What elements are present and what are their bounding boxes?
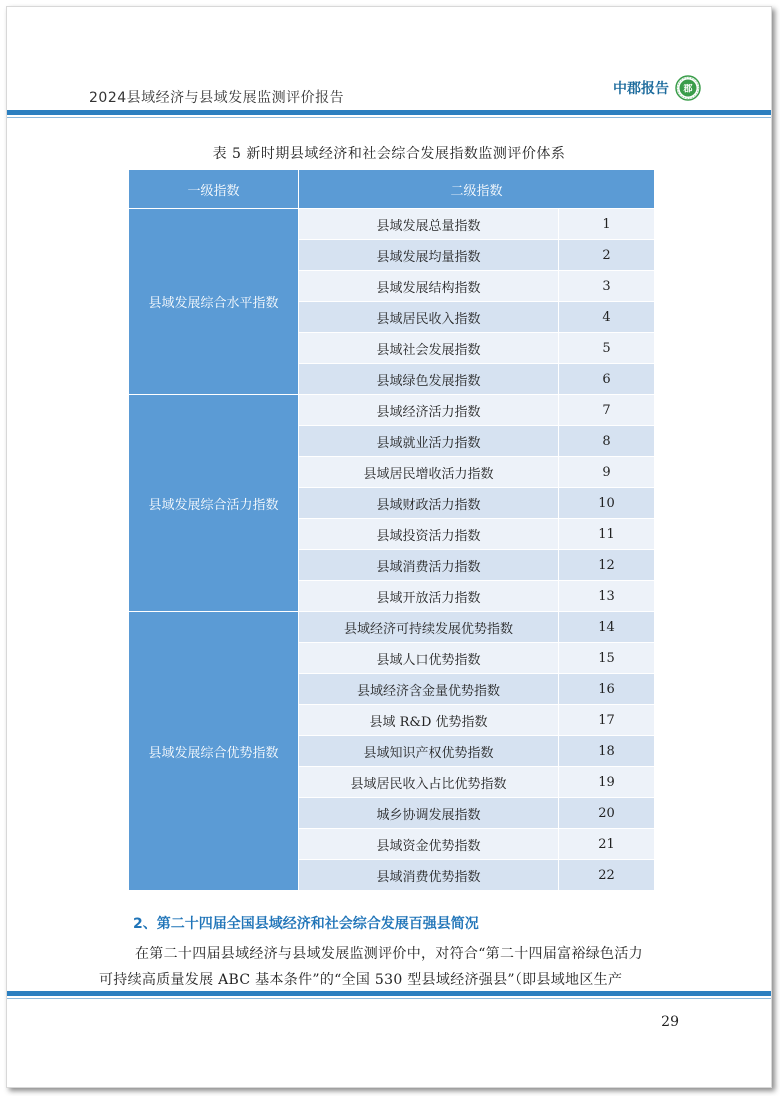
section-heading: 2、第二十四届全国县域经济和社会综合发展百强县简况 (133, 916, 479, 932)
report-title: 2024县域经济与县域发展监测评价报告 (89, 90, 345, 106)
level1-index-cell: 县域发展综合水平指数 (129, 209, 299, 395)
level2-index-number: 15 (559, 643, 655, 674)
level2-index-name: 县域发展均量指数 (299, 240, 559, 271)
level2-index-name: 县域投资活力指数 (299, 519, 559, 550)
table-row (129, 209, 655, 240)
level2-index-name: 县域就业活力指数 (299, 426, 559, 457)
brand-seal-mark: 郡 (683, 84, 693, 95)
brand-name: 中郡报告 (613, 81, 669, 97)
brand-seal-icon (675, 75, 701, 101)
brand-logo (613, 75, 701, 101)
level2-index-name: 县域经济含金量优势指数 (299, 674, 559, 705)
index-system-table (128, 169, 655, 891)
level2-index-number: 21 (559, 829, 655, 860)
level2-index-name: 县域经济可持续发展优势指数 (299, 612, 559, 643)
level2-index-name: 县域经济活力指数 (299, 395, 559, 426)
level2-index-number: 9 (559, 457, 655, 488)
level2-index-name: 县域消费优势指数 (299, 860, 559, 891)
table-caption: 表 5 新时期县域经济和社会综合发展指数监测评价体系 (212, 146, 566, 162)
level2-index-number: 14 (559, 612, 655, 643)
level2-index-name: 县域资金优势指数 (299, 829, 559, 860)
level2-index-number: 12 (559, 550, 655, 581)
level1-index-cell: 县域发展综合活力指数 (129, 395, 299, 612)
level2-index-number: 22 (559, 860, 655, 891)
level2-index-name: 县域开放活力指数 (299, 581, 559, 612)
level2-index-name: 城乡协调发展指数 (299, 798, 559, 829)
level2-index-name: 县域知识产权优势指数 (299, 736, 559, 767)
level2-index-name: 县域发展总量指数 (299, 209, 559, 240)
table-row (129, 612, 655, 643)
level2-index-number: 7 (559, 395, 655, 426)
table-body (129, 209, 655, 891)
header-level2: 二级指数 (299, 170, 655, 209)
page-number: 29 (661, 1014, 679, 1030)
level2-index-number: 2 (559, 240, 655, 271)
level2-index-number: 5 (559, 333, 655, 364)
level2-index-name: 县域财政活力指数 (299, 488, 559, 519)
level2-index-name: 县域人口优势指数 (299, 643, 559, 674)
level2-index-number: 11 (559, 519, 655, 550)
level2-index-name: 县域居民收入占比优势指数 (299, 767, 559, 798)
table-header-row (129, 170, 655, 209)
level2-index-number: 17 (559, 705, 655, 736)
body-paragraph-line-2: 可持续高质量发展 ABC 基本条件”的“全国 530 型县域经济强县”（即县域地区生产 (99, 972, 623, 988)
level2-index-number: 19 (559, 767, 655, 798)
document-page (6, 6, 772, 1088)
level2-index-name: 县域居民收入指数 (299, 302, 559, 333)
level2-index-name: 县域 R&D 优势指数 (299, 705, 559, 736)
header-divider (7, 110, 771, 115)
level2-index-number: 10 (559, 488, 655, 519)
level2-index-name: 县域社会发展指数 (299, 333, 559, 364)
level2-index-number: 18 (559, 736, 655, 767)
level2-index-name: 县域消费活力指数 (299, 550, 559, 581)
level2-index-name: 县域居民增收活力指数 (299, 457, 559, 488)
level2-index-name: 县域发展结构指数 (299, 271, 559, 302)
level2-index-number: 6 (559, 364, 655, 395)
footer-divider-thin (7, 998, 771, 999)
level1-index-cell: 县域发展综合优势指数 (129, 612, 299, 891)
level2-index-number: 8 (559, 426, 655, 457)
level2-index-number: 13 (559, 581, 655, 612)
level2-index-number: 16 (559, 674, 655, 705)
level2-index-number: 1 (559, 209, 655, 240)
level2-index-number: 3 (559, 271, 655, 302)
header-level1: 一级指数 (129, 170, 299, 209)
header-divider-thin (7, 117, 771, 118)
level2-index-number: 4 (559, 302, 655, 333)
footer-divider (7, 991, 771, 996)
level2-index-name: 县域绿色发展指数 (299, 364, 559, 395)
level2-index-number: 20 (559, 798, 655, 829)
table-row (129, 395, 655, 426)
body-paragraph-line-1: 在第二十四届县域经济与县域发展监测评价中，对符合“第二十四届富裕绿色活力 (135, 946, 643, 962)
index-table-container (128, 169, 654, 891)
